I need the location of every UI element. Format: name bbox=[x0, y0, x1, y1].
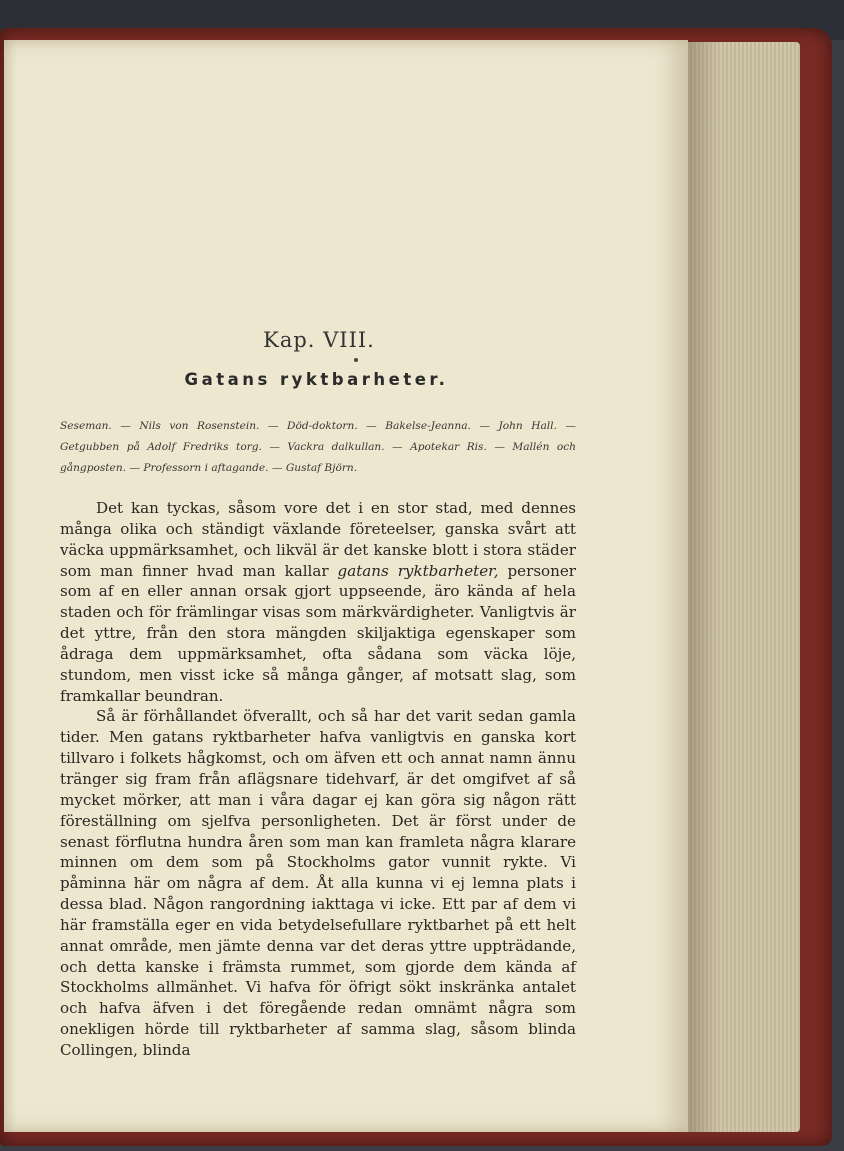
chapter-contents-summary: Seseman. — Nils von Rosenstein. — Död-doktorn. — Bakelse-Jeanna. — John Hall. — Getgubben på Adolf Fredriks torg. — Vackra dalkullan. — Apotekar Ris. — Mallén och gångposten. — Professorn i aftagande. — Gustaf Björn. bbox=[60, 420, 576, 474]
paragraph-1 bbox=[60, 498, 576, 706]
chapter-label: Kap. VIII. bbox=[263, 328, 375, 352]
paragraph-1-text-a: Det kan tyckas, såsom vore det i en stor stad, med dennes många olika och ständigt växlande företeelser, ganska svårt att väcka uppmärksamhet, och likväl är det kanske blott i stora städer som man finner hvad man kallar bbox=[60, 499, 576, 580]
paragraph-1-emphasis: gatans ryktbarheter, bbox=[337, 561, 499, 580]
paragraph-1-text-b: personer som af en eller annan orsak gjort uppseende, äro kända af hela staden och för främlingar visas som märkvärdigheter. Vanligtvis är det yttre, från den stora mängden skiljaktiga egenskaper som ådraga dem uppmärksamhet, ofta sådana som väcka löje, stundom, men visst icke så många gånger, af motsatt slag, som framkallar beundran. bbox=[60, 561, 577, 705]
body-text bbox=[60, 498, 576, 1061]
chapter-title: Gatans ryktbarheter. bbox=[184, 370, 449, 389]
ink-speck bbox=[354, 358, 358, 362]
paragraph-2: Så är förhållandet öfverallt, och så har det varit sedan gamla tider. Men gatans ryktbarheter hafva vanligtvis en ganska kort tillvaro i folkets hågkomst, och om äfven ett och annat namn ännu tränger sig fram från aflägsnare tidehvarf, är det omgifvet af så mycket mörker, att man i våra dagar ej kan göra sig någon rätt föreställning om sjelfva personligheten. Det är först under de senast förflutna hundra åren som man kan framleta några klarare minnen om dem som på Stockholms gator vunnit rykte. Vi påminna här om några af dem. Åt alla kunna vi ej lemna plats i dessa blad. Någon rangordning iakttaga vi icke. Ett par af dem vi här framställa eger en vida betydelsefullare ryktbarhet på ett helt annat område, men jämte denna var det deras yttre uppträdande, och detta kanske i främsta rummet, som gjorde dem kända af Stockholms allmänhet. Vi hafva för öfrigt sökt inskränka antalet och hafva äfven i det föregående redan omnämt några som onekligen hörde till ryktbarheter af samma slag, såsom blinda Collingen, blinda bbox=[60, 707, 576, 1059]
book-page bbox=[4, 40, 688, 1132]
page-edges bbox=[682, 42, 800, 1132]
